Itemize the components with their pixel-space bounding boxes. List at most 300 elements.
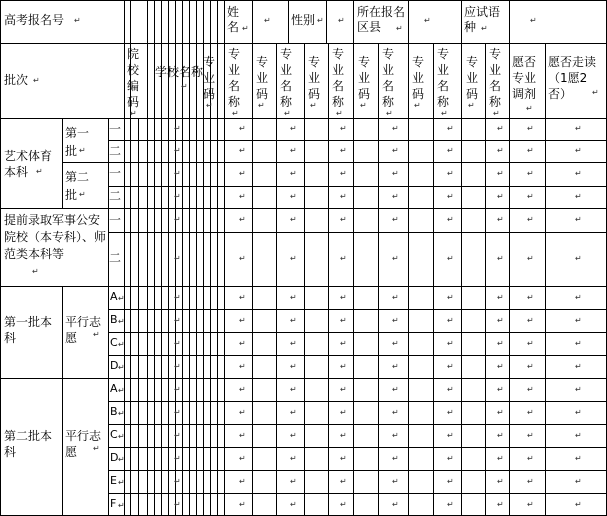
header-divider: [509, 43, 510, 119]
header-divider: [196, 43, 197, 119]
paragraph-mark-icon: ↵: [497, 477, 504, 486]
paragraph-mark-icon: ↵: [239, 169, 246, 178]
paragraph-mark-icon: ↵: [118, 432, 125, 441]
first-type-label: 平行志愿: [65, 315, 102, 345]
paragraph-mark-icon: ↵: [118, 409, 125, 418]
body-divider: [168, 118, 169, 516]
body-divider: [304, 118, 305, 516]
top-row-divider: [175, 0, 176, 44]
major-name-header-2: 专业名称: [280, 47, 293, 109]
header-divider: [408, 43, 409, 119]
top-row-divider: [154, 0, 155, 44]
major-name-header-4: 专业名称: [382, 47, 395, 109]
paragraph-mark-icon: ↵: [239, 124, 246, 133]
row-border: [62, 162, 607, 163]
row-border: [108, 355, 607, 356]
paragraph-mark-icon: ↵: [340, 215, 347, 224]
header-divider: [304, 43, 305, 119]
section-border: [0, 378, 607, 379]
row-border: [108, 309, 607, 310]
paragraph-mark-icon: ↵: [340, 293, 347, 302]
paragraph-mark-icon: ↵: [340, 254, 347, 263]
school-code-header: 院校编码: [127, 47, 140, 109]
paragraph-mark-icon: ↵: [239, 362, 246, 371]
major-name-header-1: 专业名称: [228, 47, 241, 109]
body-divider: [189, 118, 190, 516]
body-divider: [154, 118, 155, 516]
paragraph-mark-icon: ↵: [575, 477, 582, 486]
paragraph-mark-icon: ↵: [340, 362, 347, 371]
body-divider: [328, 118, 329, 516]
paragraph-mark-icon: ↵: [497, 316, 504, 325]
paragraph-mark-icon: ↵: [497, 169, 504, 178]
body-divider: [509, 118, 510, 516]
paragraph-mark-icon: ↵: [527, 169, 534, 178]
paragraph-mark-icon: ↵: [290, 316, 297, 325]
paragraph-mark-icon: ↵: [497, 124, 504, 133]
paragraph-mark-icon: ↵: [392, 408, 399, 417]
header-divider: [252, 43, 253, 119]
paragraph-mark-icon: ↵: [232, 109, 239, 118]
paragraph-mark-icon: ↵: [239, 454, 246, 463]
paragraph-mark-icon: ↵: [392, 293, 399, 302]
row-border: [108, 232, 607, 233]
paragraph-mark-icon: ↵: [239, 215, 246, 224]
body-divider: [182, 118, 183, 516]
paragraph-mark-icon: ↵: [174, 408, 181, 417]
paragraph-mark-icon: ↵: [447, 316, 454, 325]
paragraph-mark-icon: ↵: [239, 192, 246, 201]
second-slot-c: C: [110, 428, 118, 441]
paragraph-mark-icon: ↵: [290, 254, 297, 263]
paragraph-mark-icon: ↵: [497, 339, 504, 348]
early-sub2-label: 二: [109, 251, 122, 265]
paragraph-mark-icon: ↵: [290, 146, 297, 155]
paragraph-mark-icon: ↵: [290, 124, 297, 133]
paragraph-mark-icon: ↵: [447, 254, 454, 263]
paragraph-mark-icon: ↵: [575, 146, 582, 155]
paragraph-mark-icon: ↵: [118, 501, 125, 510]
paragraph-mark-icon: ↵: [239, 293, 246, 302]
paragraph-mark-icon: ↵: [340, 339, 347, 348]
first-slot-b: B: [110, 313, 118, 326]
paragraph-mark-icon: ↵: [575, 192, 582, 201]
paragraph-mark-icon: ↵: [592, 88, 599, 97]
paragraph-mark-icon: ↵: [392, 477, 399, 486]
major-name-header-6: 专业名称: [489, 47, 502, 109]
paragraph-mark-icon: ↵: [79, 146, 86, 155]
art-batch1-label: 第一批: [65, 126, 90, 158]
row-border: [108, 470, 607, 471]
paragraph-mark-icon: ↵: [392, 385, 399, 394]
top-row-divider: [182, 0, 183, 44]
paragraph-mark-icon: ↵: [32, 267, 39, 276]
paragraph-mark-icon: ↵: [174, 254, 181, 263]
paragraph-mark-icon: ↵: [527, 215, 534, 224]
paragraph-mark-icon: ↵: [340, 500, 347, 509]
paragraph-mark-icon: ↵: [527, 477, 534, 486]
paragraph-mark-icon: ↵: [575, 408, 582, 417]
major-code-header: 专业码: [203, 55, 216, 101]
paragraph-mark-icon: ↵: [527, 146, 534, 155]
header-divider: [328, 43, 329, 119]
top-row-divider: [196, 0, 197, 44]
row-border: [108, 424, 607, 425]
body-divider: [210, 118, 211, 516]
header-divider: [154, 43, 155, 119]
language-label: 应试语种: [464, 5, 501, 34]
paragraph-mark-icon: ↵: [527, 293, 534, 302]
header-divider: [182, 43, 183, 119]
paragraph-mark-icon: ↵: [497, 293, 504, 302]
gender-label: 性别: [291, 13, 316, 27]
paragraph-mark-icon: ↵: [447, 408, 454, 417]
top-row-divider: [124, 0, 125, 44]
table-border-left: [0, 0, 1, 516]
paragraph-mark-icon: ↵: [36, 167, 43, 176]
paragraph-mark-icon: ↵: [340, 124, 347, 133]
paragraph-mark-icon: ↵: [174, 293, 181, 302]
top-row-divider: [408, 0, 409, 44]
paragraph-mark-icon: ↵: [530, 16, 537, 25]
header-divider: [378, 43, 379, 119]
paragraph-mark-icon: ↵: [497, 385, 504, 394]
paragraph-mark-icon: ↵: [447, 169, 454, 178]
paragraph-mark-icon: ↵: [392, 169, 399, 178]
paragraph-mark-icon: ↵: [392, 362, 399, 371]
paragraph-mark-icon: ↵: [441, 109, 448, 118]
paragraph-mark-icon: ↵: [447, 385, 454, 394]
paragraph-mark-icon: ↵: [118, 363, 125, 372]
body-divider: [130, 118, 131, 516]
paragraph-mark-icon: ↵: [497, 146, 504, 155]
art-sub3-label: 一: [109, 166, 122, 180]
paragraph-mark-icon: ↵: [447, 500, 454, 509]
top-row-divider: [210, 0, 211, 44]
paragraph-mark-icon: ↵: [174, 385, 181, 394]
paragraph-mark-icon: ↵: [340, 146, 347, 155]
name-label: 姓名: [227, 5, 240, 34]
paragraph-mark-icon: ↵: [239, 431, 246, 440]
top-row-divider: [288, 0, 289, 44]
paragraph-mark-icon: ↵: [290, 293, 297, 302]
major-code-header-6: 专业码: [466, 55, 479, 101]
paragraph-mark-icon: ↵: [527, 339, 534, 348]
body-divider: [408, 118, 409, 516]
paragraph-mark-icon: ↵: [575, 500, 582, 509]
paragraph-mark-icon: ↵: [174, 362, 181, 371]
paragraph-mark-icon: ↵: [527, 316, 534, 325]
body-divider: [545, 118, 546, 516]
paragraph-mark-icon: ↵: [338, 16, 345, 25]
paragraph-mark-icon: ↵: [392, 215, 399, 224]
paragraph-mark-icon: ↵: [527, 408, 534, 417]
exam-no-label: 高考报名号: [4, 13, 65, 27]
paragraph-mark-icon: ↵: [284, 109, 291, 118]
art-batch-divider: [62, 118, 63, 209]
art-section-label: 艺术体育本科: [4, 149, 53, 179]
header-divider: [161, 43, 162, 119]
paragraph-mark-icon: ↵: [497, 454, 504, 463]
paragraph-mark-icon: ↵: [118, 317, 125, 326]
paragraph-mark-icon: ↵: [93, 330, 100, 339]
paragraph-mark-icon: ↵: [118, 478, 125, 487]
paragraph-mark-icon: ↵: [174, 124, 181, 133]
second-slot-b: B: [110, 405, 118, 418]
paragraph-mark-icon: ↵: [424, 16, 431, 25]
paragraph-mark-icon: ↵: [360, 101, 367, 110]
paragraph-mark-icon: ↵: [174, 316, 181, 325]
paragraph-mark-icon: ↵: [317, 16, 324, 25]
paragraph-mark-icon: ↵: [130, 109, 137, 118]
body-divider: [433, 118, 434, 516]
paragraph-mark-icon: ↵: [468, 101, 475, 110]
paragraph-mark-icon: ↵: [447, 339, 454, 348]
paragraph-mark-icon: ↵: [181, 82, 188, 91]
major-code-header-4: 专业码: [358, 55, 371, 101]
second-slot-f: F: [110, 497, 117, 510]
paragraph-mark-icon: ↵: [340, 316, 347, 325]
paragraph-mark-icon: ↵: [526, 104, 533, 113]
paragraph-mark-icon: ↵: [290, 408, 297, 417]
district-label: 所在报名区县: [357, 5, 406, 34]
body-divider: [276, 118, 277, 516]
header-divider: [168, 43, 169, 119]
paragraph-mark-icon: ↵: [290, 169, 297, 178]
paragraph-mark-icon: ↵: [310, 101, 317, 110]
paragraph-mark-icon: ↵: [527, 454, 534, 463]
body-divider: [217, 118, 218, 516]
body-divider: [461, 118, 462, 516]
top-row-divider: [252, 0, 253, 44]
paragraph-mark-icon: ↵: [33, 76, 40, 85]
body-divider: [138, 118, 139, 516]
paragraph-mark-icon: ↵: [575, 293, 582, 302]
top-row-divider: [147, 0, 148, 44]
header-divider: [433, 43, 434, 119]
paragraph-mark-icon: ↵: [258, 101, 265, 110]
batch-header: 批次: [4, 73, 29, 87]
top-row-divider: [353, 0, 354, 44]
paragraph-mark-icon: ↵: [493, 109, 500, 118]
paragraph-mark-icon: ↵: [497, 408, 504, 417]
paragraph-mark-icon: ↵: [239, 477, 246, 486]
paragraph-mark-icon: ↵: [527, 254, 534, 263]
paragraph-mark-icon: ↵: [340, 169, 347, 178]
paragraph-mark-icon: ↵: [290, 362, 297, 371]
major-name-header-3: 专业名称: [332, 47, 345, 109]
body-divider: [224, 118, 225, 516]
paragraph-mark-icon: ↵: [336, 109, 343, 118]
paragraph-mark-icon: ↵: [447, 362, 454, 371]
paragraph-mark-icon: ↵: [386, 109, 393, 118]
header-divider: [276, 43, 277, 119]
paragraph-mark-icon: ↵: [447, 454, 454, 463]
first-slot-c: C: [110, 336, 118, 349]
header-divider: [353, 43, 354, 119]
paragraph-mark-icon: ↵: [290, 454, 297, 463]
paragraph-mark-icon: ↵: [575, 169, 582, 178]
paragraph-mark-icon: ↵: [118, 455, 125, 464]
paragraph-mark-icon: ↵: [575, 124, 582, 133]
paragraph-mark-icon: ↵: [242, 24, 249, 33]
paragraph-mark-icon: ↵: [118, 340, 125, 349]
paragraph-mark-icon: ↵: [239, 146, 246, 155]
body-divider: [147, 118, 148, 516]
header-divider: [461, 43, 462, 119]
paragraph-mark-icon: ↵: [340, 192, 347, 201]
paragraph-mark-icon: ↵: [392, 431, 399, 440]
paragraph-mark-icon: ↵: [174, 477, 181, 486]
paragraph-mark-icon: ↵: [392, 254, 399, 263]
art-batch2-label: 第二批: [65, 170, 90, 202]
early-sub1-label: 一: [109, 213, 122, 227]
first-second-type-divider: [62, 286, 63, 516]
paragraph-mark-icon: ↵: [481, 24, 488, 33]
header-divider: [224, 43, 225, 119]
body-divider: [203, 118, 204, 516]
paragraph-mark-icon: ↵: [575, 316, 582, 325]
top-row-divider: [168, 0, 169, 44]
top-row-divider: [224, 0, 225, 44]
paragraph-mark-icon: ↵: [392, 124, 399, 133]
paragraph-mark-icon: ↵: [575, 431, 582, 440]
body-divider: [252, 118, 253, 516]
paragraph-mark-icon: ↵: [340, 477, 347, 486]
paragraph-mark-icon: ↵: [497, 500, 504, 509]
paragraph-mark-icon: ↵: [174, 146, 181, 155]
top-row-divider: [203, 0, 204, 44]
paragraph-mark-icon: ↵: [414, 101, 421, 110]
art-sub1-label: 一: [109, 122, 122, 136]
paragraph-mark-icon: ↵: [79, 190, 86, 199]
paragraph-mark-icon: ↵: [239, 385, 246, 394]
second-slot-e: E: [110, 474, 117, 487]
paragraph-mark-icon: ↵: [290, 339, 297, 348]
paragraph-mark-icon: ↵: [290, 192, 297, 201]
paragraph-mark-icon: ↵: [447, 146, 454, 155]
body-divider: [485, 118, 486, 516]
paragraph-mark-icon: ↵: [239, 339, 246, 348]
paragraph-mark-icon: ↵: [392, 192, 399, 201]
row-border: [108, 401, 607, 402]
art-sub2-label: 二: [109, 144, 122, 158]
top-row-divider: [326, 0, 327, 44]
paragraph-mark-icon: ↵: [527, 385, 534, 394]
paragraph-mark-icon: ↵: [174, 169, 181, 178]
paragraph-mark-icon: ↵: [392, 146, 399, 155]
paragraph-mark-icon: ↵: [290, 385, 297, 394]
paragraph-mark-icon: ↵: [340, 431, 347, 440]
section-border: [0, 286, 607, 287]
paragraph-mark-icon: ↵: [447, 124, 454, 133]
paragraph-mark-icon: ↵: [447, 431, 454, 440]
paragraph-mark-icon: ↵: [392, 316, 399, 325]
paragraph-mark-icon: ↵: [340, 408, 347, 417]
header-divider: [147, 43, 148, 119]
paragraph-mark-icon: ↵: [575, 339, 582, 348]
paragraph-mark-icon: ↵: [239, 316, 246, 325]
body-divider: [353, 118, 354, 516]
body-divider: [161, 118, 162, 516]
paragraph-mark-icon: ↵: [497, 254, 504, 263]
body-divider: [378, 118, 379, 516]
paragraph-mark-icon: ↵: [174, 215, 181, 224]
paragraph-mark-icon: ↵: [527, 431, 534, 440]
paragraph-mark-icon: ↵: [174, 500, 181, 509]
top-row-divider: [509, 0, 510, 44]
paragraph-mark-icon: ↵: [93, 444, 100, 453]
adjust-header: 愿否专业调剂: [512, 55, 537, 101]
paragraph-mark-icon: ↵: [290, 500, 297, 509]
paragraph-mark-icon: ↵: [575, 254, 582, 263]
major-code-header-5: 专业码: [412, 55, 425, 101]
major-code-header-2: 专业码: [256, 55, 269, 101]
paragraph-mark-icon: ↵: [527, 124, 534, 133]
paragraph-mark-icon: ↵: [527, 500, 534, 509]
top-row-divider: [189, 0, 190, 44]
top-row-divider: [130, 0, 131, 44]
row-border: [108, 332, 607, 333]
row-border: [108, 140, 607, 141]
body-divider: [196, 118, 197, 516]
paragraph-mark-icon: ↵: [340, 385, 347, 394]
paragraph-mark-icon: ↵: [575, 385, 582, 394]
top-row-divider: [217, 0, 218, 44]
paragraph-mark-icon: ↵: [290, 431, 297, 440]
first-section-label: 第一批本 科: [4, 315, 53, 345]
study-header: 愿否走读（1愿2否）: [548, 55, 597, 101]
paragraph-mark-icon: ↵: [118, 294, 125, 303]
first-slot-a: A: [110, 290, 118, 303]
header-divider: [545, 43, 546, 119]
paragraph-mark-icon: ↵: [118, 386, 125, 395]
header-divider: [175, 43, 176, 119]
paragraph-mark-icon: ↵: [497, 215, 504, 224]
paragraph-mark-icon: ↵: [396, 24, 403, 33]
paragraph-mark-icon: ↵: [392, 500, 399, 509]
first-slot-d: D: [110, 359, 119, 372]
paragraph-mark-icon: ↵: [447, 215, 454, 224]
paragraph-mark-icon: ↵: [575, 215, 582, 224]
row-border: [108, 493, 607, 494]
paragraph-mark-icon: ↵: [527, 192, 534, 201]
second-type-label: 平行志愿: [65, 429, 102, 459]
row-border: [108, 186, 607, 187]
header-divider: [189, 43, 190, 119]
table-border-top: [0, 0, 607, 1]
paragraph-mark-icon: ↵: [264, 16, 271, 25]
paragraph-mark-icon: ↵: [174, 192, 181, 201]
second-section-label: 第二批本 科: [4, 429, 53, 459]
header-divider: [124, 43, 125, 119]
row-border: [108, 447, 607, 448]
paragraph-mark-icon: ↵: [497, 362, 504, 371]
paragraph-mark-icon: ↵: [447, 477, 454, 486]
paragraph-mark-icon: ↵: [239, 254, 246, 263]
paragraph-mark-icon: ↵: [239, 408, 246, 417]
major-name-header-5: 专业名称: [437, 47, 450, 109]
top-row-divider: [161, 0, 162, 44]
early-section-label: 提前录取军事公安院校（本专科）、师范类本科等: [4, 213, 107, 261]
paragraph-mark-icon: ↵: [392, 339, 399, 348]
school-name-header: 学校名称: [155, 65, 204, 79]
paragraph-mark-icon: ↵: [174, 431, 181, 440]
paragraph-mark-icon: ↵: [497, 192, 504, 201]
paragraph-mark-icon: ↵: [447, 293, 454, 302]
header-divider: [217, 43, 218, 119]
header-divider: [485, 43, 486, 119]
